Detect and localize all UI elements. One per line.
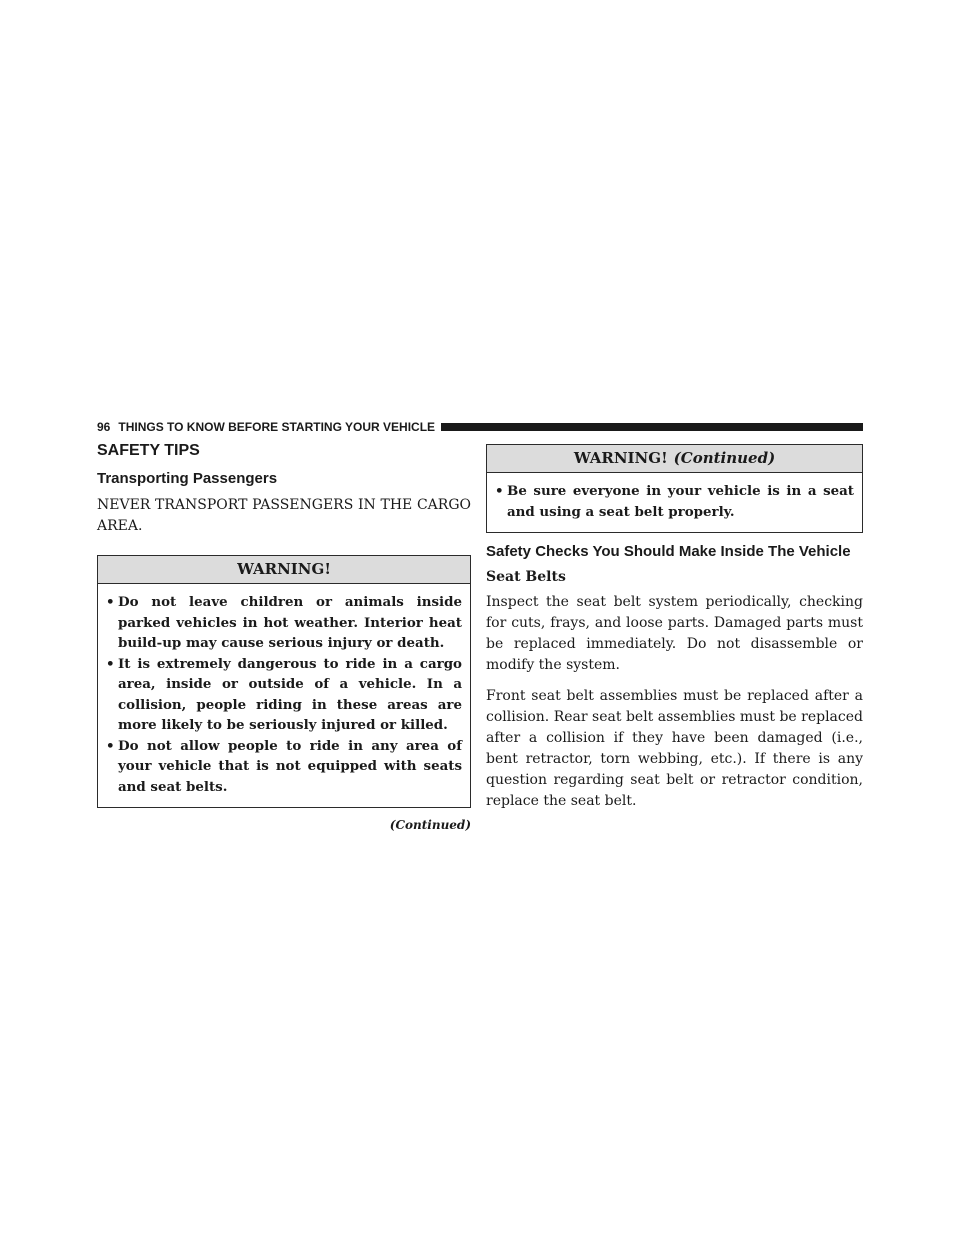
warning-list: [98, 584, 470, 807]
warning-title-text: WARNING!: [573, 449, 668, 467]
intro-paragraph: NEVER TRANSPORT PASSENGERS IN THE CARGO AREA.: [97, 497, 471, 534]
paragraph: Inspect the seat belt system periodically, checking for cuts, frays, and loose parts. Damaged parts must be replaced immediately. Do not disassemble or modify the system.: [486, 594, 863, 673]
subheading-safety-checks: Safety Checks You Should Make Inside The Vehicle: [486, 543, 851, 560]
warning-item-text: Be sure everyone in your vehicle is in a seat and using a seat belt properly.: [507, 483, 854, 520]
subsection-seat-belts: Seat Belts: [486, 569, 566, 585]
bullet-icon: •: [495, 483, 504, 499]
continued-note: (Continued): [389, 818, 471, 832]
section-title: THINGS TO KNOW BEFORE STARTING YOUR VEHICLE: [118, 420, 436, 434]
warning-item-text: It is extremely dangerous to ride in a cargo area, inside or outside of a vehicle. In a collision, people riding in these areas are more likely to be seriously injured or killed.: [118, 655, 462, 733]
warning-item-text: Do not allow people to ride in any area of your vehicle that is not equipped with seats and seat belts.: [118, 737, 462, 795]
paragraph: Front seat belt assemblies must be replaced after a collision. Rear seat belt assemblies must be replaced after a collision if they have been damaged (i.e., bent retractor, torn webbing, etc.). If there is any question regarding seat belt or retractor condition, replace the seat belt.: [486, 688, 863, 809]
warning-item: [495, 481, 854, 522]
page-header: [97, 418, 863, 436]
left-column: [97, 442, 471, 832]
bullet-icon: •: [106, 594, 115, 610]
warning-item: [106, 736, 462, 798]
warning-item: [106, 592, 462, 654]
warning-title-continued: (Continued): [673, 449, 776, 467]
heading-safety-tips: SAFETY TIPS: [97, 442, 200, 459]
warning-box: [97, 555, 471, 808]
warning-item: [106, 654, 462, 736]
header-rule: [441, 423, 863, 431]
warning-item-text: Do not leave children or animals inside parked vehicles in hot weather. Interior heat build-up may cause serious injury or death.: [118, 594, 462, 651]
bullet-icon: •: [106, 737, 115, 754]
warning-title: [487, 445, 862, 473]
subheading-transporting-passengers: Transporting Passengers: [97, 470, 278, 487]
page-number: 96: [97, 420, 111, 434]
bullet-icon: •: [106, 655, 115, 672]
right-column: [486, 444, 863, 822]
warning-list: [487, 473, 862, 532]
warning-box-continued: [486, 444, 863, 533]
warning-title: WARNING!: [98, 556, 470, 584]
